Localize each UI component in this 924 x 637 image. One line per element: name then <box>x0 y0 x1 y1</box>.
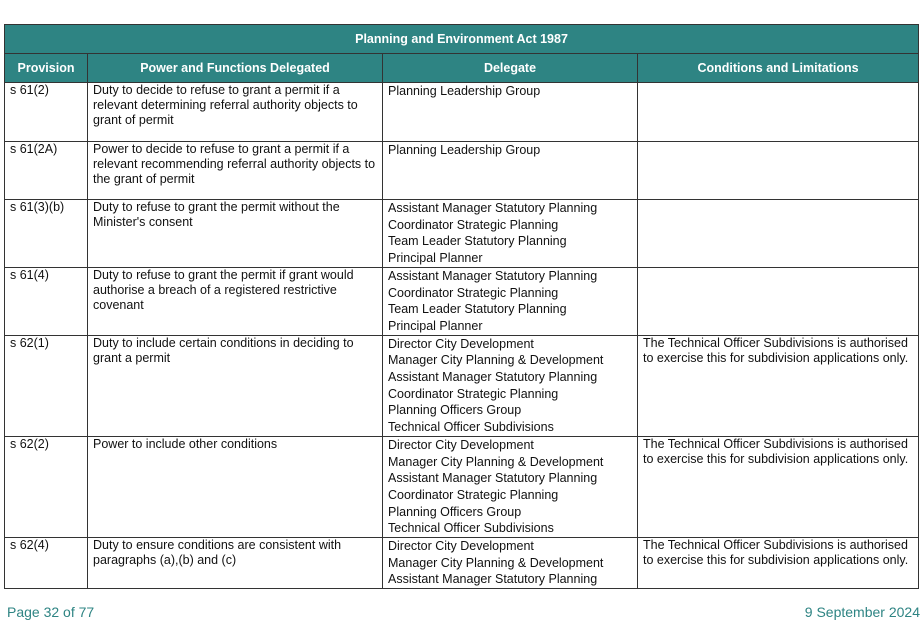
power-cell: Duty to decide to refuse to grant a permit if a relevant determining referral authority objects to grant of permit <box>88 83 383 142</box>
conditions-cell <box>638 83 919 142</box>
table-body <box>5 83 919 589</box>
header-provision: Provision <box>5 54 88 83</box>
delegate-item: Principal Planner <box>388 318 483 333</box>
power-cell: Power to include other conditions <box>88 436 383 537</box>
table-row <box>5 267 919 335</box>
delegate-item: Technical Officer Subdivisions <box>388 420 554 435</box>
power-cell: Duty to ensure conditions are consistent with paragraphs (a),(b) and (c) <box>88 538 383 589</box>
power-cell: Duty to refuse to grant the permit if grant would authorise a breach of a registered restrictive covenant <box>88 267 383 335</box>
delegate-item: Technical Officer Subdivisions <box>388 521 554 536</box>
table-row <box>5 436 919 537</box>
delegate-item: Planning Officers Group <box>388 504 522 519</box>
provision-cell: s 61(2A) <box>5 142 88 200</box>
provision-cell: s 62(4) <box>5 538 88 589</box>
delegate-cell <box>383 83 638 142</box>
delegate-cell <box>383 267 638 335</box>
delegate-item: Planning Officers Group <box>388 403 522 418</box>
delegate-item: Director City Development <box>388 437 534 452</box>
delegate-item: Principal Planner <box>388 251 483 266</box>
delegate-item: Assistant Manager Statutory Planning <box>388 471 598 486</box>
table-row <box>5 142 919 200</box>
table-title: Planning and Environment Act 1987 <box>5 25 919 54</box>
conditions-cell <box>638 142 919 200</box>
delegate-item: Manager City Planning & Development <box>388 454 604 469</box>
provision-cell: s 61(3)(b) <box>5 200 88 268</box>
delegate-item: Team Leader Statutory Planning <box>388 302 567 317</box>
delegate-cell <box>383 436 638 537</box>
conditions-cell <box>638 200 919 268</box>
delegate-item: Planning Leadership Group <box>388 84 541 98</box>
power-cell: Power to decide to refuse to grant a permit if a relevant recommending referral authority objects to the grant of permit <box>88 142 383 200</box>
delegate-item: Coordinator Strategic Planning <box>388 285 559 300</box>
header-power: Power and Functions Delegated <box>88 54 383 83</box>
delegate-cell <box>383 200 638 268</box>
provision-cell: s 61(4) <box>5 267 88 335</box>
table-row <box>5 538 919 589</box>
provision-cell: s 61(2) <box>5 83 88 142</box>
header-conditions: Conditions and Limitations <box>638 54 919 83</box>
table-row <box>5 335 919 436</box>
delegate-item: Manager City Planning & Development <box>388 555 604 570</box>
delegate-item: Director City Development <box>388 336 534 351</box>
delegation-table <box>4 24 919 589</box>
power-cell: Duty to include certain conditions in deciding to grant a permit <box>88 335 383 436</box>
document-date: 9 September 2024 <box>804 604 920 620</box>
header-delegate: Delegate <box>383 54 638 83</box>
delegate-item: Team Leader Statutory Planning <box>388 234 567 249</box>
delegate-item: Planning Leadership Group <box>388 143 541 157</box>
delegate-item: Assistant Manager Statutory Planning <box>388 268 598 283</box>
delegate-cell <box>383 538 638 589</box>
delegate-item: Coordinator Strategic Planning <box>388 386 559 401</box>
provision-cell: s 62(1) <box>5 335 88 436</box>
conditions-cell <box>638 267 919 335</box>
delegate-item: Coordinator Strategic Planning <box>388 217 559 232</box>
conditions-cell: The Technical Officer Subdivisions is authorised to exercise this for subdivision applications only. <box>638 436 919 537</box>
table-row <box>5 83 919 142</box>
conditions-cell: The Technical Officer Subdivisions is authorised to exercise this for subdivision applications only. <box>638 335 919 436</box>
table-row <box>5 200 919 268</box>
power-cell: Duty to refuse to grant the permit without the Minister's consent <box>88 200 383 268</box>
provision-cell: s 62(2) <box>5 436 88 537</box>
delegate-cell <box>383 142 638 200</box>
delegate-item: Assistant Manager Statutory Planning <box>388 370 598 385</box>
page-number: Page 32 of 77 <box>7 604 95 620</box>
delegate-cell <box>383 335 638 436</box>
delegate-item: Coordinator Strategic Planning <box>388 487 559 502</box>
delegate-item: Assistant Manager Statutory Planning <box>388 201 598 215</box>
conditions-cell: The Technical Officer Subdivisions is authorised to exercise this for subdivision applications only. <box>638 538 919 589</box>
delegate-item: Director City Development <box>388 539 534 554</box>
delegate-item: Assistant Manager Statutory Planning <box>388 572 598 587</box>
delegate-item: Manager City Planning & Development <box>388 353 604 368</box>
